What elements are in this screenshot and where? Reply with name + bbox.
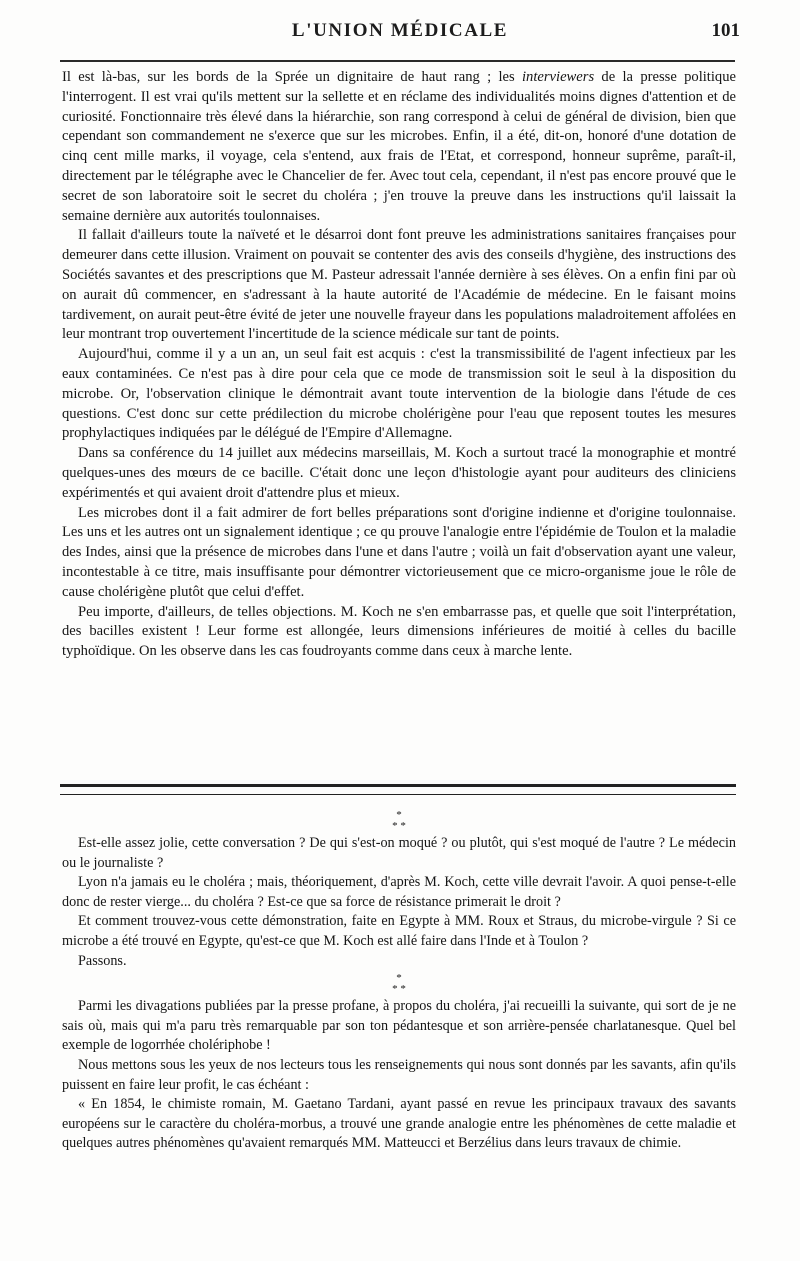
page-header xyxy=(60,20,740,48)
article-body xyxy=(62,68,736,662)
chronicle-section xyxy=(62,808,736,1154)
paragraph: Parmi les divagations publiées par la presse profane, à propos du choléra, j'ai recueilli la suivante, qui sort de je ne sais où, mais qui m'a paru très remarquable par son ton pédantesque et son arrière-pensée charlatanesque. Quel bel exemple de logorrhée cholériphobe ! xyxy=(62,998,736,1054)
paragraph: Passons. xyxy=(78,952,127,969)
paragraph: Et comment trouvez-vous cette démonstration, faite en Egypte à MM. Roux et Straus, du microbe-virgule ? Si ce microbe a été trouvé en Egypte, qu'est-ce que M. Koch est allé faire dans l'Inde et à Toulon ? xyxy=(62,913,736,949)
asterism: * * * xyxy=(392,809,406,832)
section-separator xyxy=(60,784,736,795)
paragraph: Est-elle assez jolie, cette conversation ? De qui s'est-on moqué ? ou plutôt, qui s'est moqué de l'autre ? Le médecin ou le journaliste ? xyxy=(62,835,736,871)
paragraph: « En 1854, le chimiste romain, M. Gaetano Tardani, ayant passé en revue les principaux travaux des savants européens sur le caractère du choléra-morbus, a trouvé une grande analogie entre les phénomènes de cette maladie et quelques autres phénomènes qu'avaient remarqués MM. Matteucci et Berzélius dans leurs travaux de chimie. xyxy=(62,1096,736,1152)
paragraph: Lyon n'a jamais eu le choléra ; mais, théoriquement, d'après M. Koch, cette ville devrait l'avoir. A quoi pense-t-elle donc de rester vierge... du choléra ? Est-ce que sa force de résistance primerait le droit ? xyxy=(62,874,736,910)
paragraph: Il fallait d'ailleurs toute la naïveté et le désarroi dont font preuve les administrations sanitaires françaises pour demeurer dans cette illusion. Vraiment on pouvait se contenter des avis des conseils d'hygiène, des instructions des Sociétés savantes et des prescriptions que M. Pasteur adressait l'année dernière à ses élèves. On a enfin fini par où on aurait dû commencer, en s'adressant à la haute autorité de l'Académie de médecine. En le faisant moins tardivement, on aurait peut-être évité de jeter une nouvelle frayeur dans les populations maladroitement affolées en leur montrant trop ouvertement l'incertitude de la science médicale sur tant de points. xyxy=(62,227,736,343)
paragraph: Aujourd'hui, comme il y a un an, un seul fait est acquis : c'est la transmissibilité de l'agent infectieux par les eaux contaminées. Ce n'est pas à dire pour cela que ce mode de transmission soit le seul à la disposition du microbe. Or, l'observation clinique le démontrait avant toute intervention de la biologie dans l'étude de ces questions. C'est donc sur cette prédilection du microbe cholérigène pour l'eau que reposent toutes les mesures prophylactiques indiquées par le délégué de l'Empire d'Allemagne. xyxy=(62,346,736,442)
paragraph: Les microbes dont il a fait admirer de fort belles préparations sont d'origine indienne et d'origine toulonnaise. Les uns et les autres ont un signalement identique ; ce qu prouve l'analogie entre l'épidémie de Toulon et la maladie des Indes, ainsi que la présence de microbes dans l'une et dans l'autre ; voilà un fait d'observation ayant une valeur, incontestable à ce titre, mais insuffisante pour démontrer victorieusement que ce micro-organisme joue le rôle de cause cholérigène plutôt que celui d'effet. xyxy=(62,504,736,600)
asterism: * * * xyxy=(392,972,406,996)
paragraph: Dans sa conférence du 14 juillet aux médecins marseillais, M. Koch a surtout tracé la monographie et montré quelques-unes des mœurs de ce bacille. C'était donc une leçon d'histologie ayant pour auditeurs des cliniciens expérimentés et qui avaient droit d'attendre plus et mieux. xyxy=(62,445,736,501)
running-title: L'UNION MÉDICALE xyxy=(291,20,509,41)
page-number: 101 xyxy=(711,20,740,41)
header-rule xyxy=(60,60,735,62)
paragraph: Nous mettons sous les yeux de nos lecteurs tous les renseignements qui nous sont donnés par les savants, afin qu'ils puissent en faire leur profit, le cas échéant : xyxy=(62,1056,736,1093)
emphasis: interviewers xyxy=(521,69,595,85)
paragraph: Peu importe, d'ailleurs, de telles objections. M. Koch ne s'en embarrasse pas, et quelle que soit l'interprétation, des bacilles existent ! Leur forme est allongée, leurs dimensions inférieures de moitié à celles du bacille typhoïdique. On les observe dans les cas foudroyants comme dans ceux à marche lente. xyxy=(62,603,736,660)
paragraph: Il est là-bas, sur les bords de la Sprée un dignitaire de haut rang ; les interviewers de la presse politique l'interrogent. Il est vrai qu'ils mettent sur la sellette et en réclame des individualités moins dignes d'attention et de curiosité. Fonctionnaire très élevé dans la hiérarchie, son rang correspond à celui de général de division, bien que cependant son commandement ne s'exerce que sur les microbes. Enfin, il a été, dit-on, honoré d'une dotation de cinq cent mille marks, il voyage, cela s'entend, aux frais de l'Etat, et correspond, honneur suprême, paraît-il, directement par le télégraphe avec le Chancelier de fer. Avec tout cela, cependant, il n'est pas encore prouvé que le secret de son laboratoire soit le secret du choléra ; j'en trouve la preuve dans les instructions qu'il laissait la semaine dernière aux autorités toulonnaises. xyxy=(62,69,736,224)
